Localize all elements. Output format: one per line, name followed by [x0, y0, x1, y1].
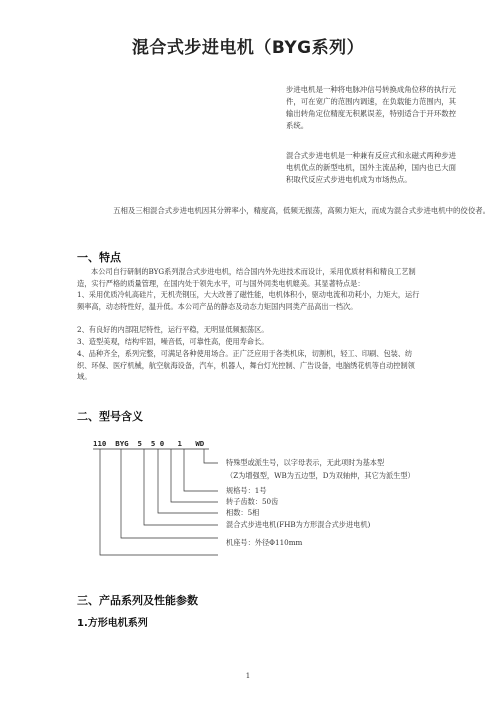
features-item: 3、造型美观，结构牢固，噪音低，可靠性高，使用寿命长。: [77, 337, 269, 346]
intro-paragraph: 混合式步进电机是一种兼有反应式和永磁式两种步进电机优点的新型电机，国外主流品种，国内也已大面积取代反应式步进电机成为市场热点。: [286, 151, 456, 184]
intro-paragraph: 五相及三相混合式步进电机因其分辨率小，精度高，低频无振荡，高频力矩大，而成为混合式步进电机中的佼佼者。: [113, 206, 490, 215]
model-label-frame: 机座号：外径Φ110mm: [226, 538, 303, 547]
leader-line: [171, 449, 218, 502]
model-label-type: 混合式步进电机(FHB为方形混合式步进电机): [226, 520, 371, 529]
leader-line: [144, 449, 218, 525]
intro-paragraph: 步进电机是一种将电脉冲信号转换成角位移的执行元件，可在宽广的范围内调速，在负载能力范围内，其输出转角定位精度无积累误差，特别适合于开环数控系统。: [286, 85, 456, 130]
section-heading-series: 三、产品系列及性能参数: [77, 594, 198, 607]
model-label-variant: 特殊型或派生号，以字母表示，无此项时为基本型: [226, 458, 385, 467]
features-item: 2、有良好的内部阻尼特性，运行平稳，无明显低频振荡区。: [77, 325, 269, 334]
section-heading-model: 二、型号含义: [77, 410, 143, 423]
leader-line: [184, 449, 218, 491]
leader-line: [158, 449, 218, 513]
model-label-teeth: 转子齿数：50齿: [226, 497, 279, 506]
subsection-heading-square: 1.方形电机系列: [77, 618, 148, 629]
features-item: 1、采用优质冷轧高硅片，无机壳钢压，大大改善了磁性能，电机体积小，驱动电流和功耗小，力矩大，运行频率高，动态特性好，温升低。本公司产品的静态及动态力矩国内同类产品高出一档次。: [77, 290, 420, 311]
leader-line: [204, 449, 218, 463]
model-label-phases: 相数：5相: [226, 508, 260, 517]
features-paragraph: 本公司自行研制的BYG系列混合式步进电机，结合国内外先进技术而设计，采用优质材料和精良工艺制造，实行严格的质量管理，在国内处于领先水平，可与国外同类电机媲美。其显著特点是：: [77, 267, 416, 288]
model-label-spec: 规格号：1号: [226, 486, 267, 495]
page-number: 1: [245, 672, 251, 680]
model-code: 110 BYG 5 5 0 1 WD: [93, 439, 205, 448]
page-title: 混合式步进电机（BYG系列）: [131, 38, 365, 58]
model-label-variant-detail: （Z为增强型，WB为五边型，D为双轴伸，其它为派生型）: [226, 471, 415, 480]
features-item: 4、品种齐全，系列完整，可满足各种使用场合。正广泛应用于各类机床，切割机，轻工、印刷、包装、纺织、环保、医疗机械，航空航海设备，汽车，机器人，舞台灯光控制、广告设备，电脑绣花机等自动控制领域。: [77, 349, 415, 381]
section-heading-features: 一、特点: [77, 251, 121, 264]
